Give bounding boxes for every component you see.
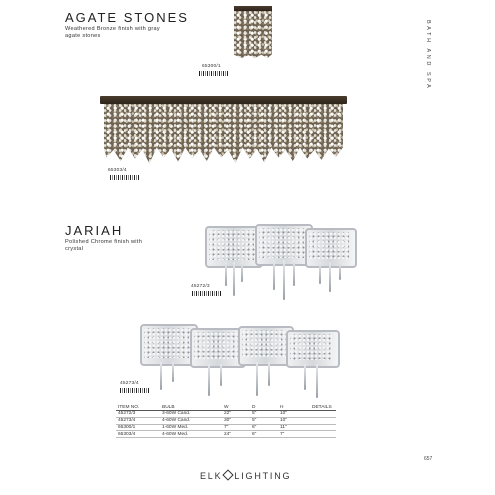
jariah-three-light-image [203,222,356,302]
model-number-65303-4: 65303/4 [108,168,127,173]
barcode [120,388,150,393]
barcode [192,291,222,296]
table-row [116,431,336,438]
table-cell: 6" [250,424,278,431]
column-header-width: W [222,404,250,411]
agate-section-title: AGATE STONES [65,10,189,25]
specifications-table [116,404,336,438]
table-cell: 11" [278,424,310,431]
table-row [116,424,336,431]
column-header-height: H [278,404,310,411]
column-header-depth: D [250,404,278,411]
barcode [110,175,140,180]
model-number-65300-1: 65300/1 [202,64,221,69]
table-cell: 1-60W Med. [160,424,222,431]
table-cell: 10" [278,411,310,418]
table-cell: 45273/4 [116,417,160,424]
column-header-details: DETAILS [310,404,336,411]
table-cell: 24" [222,431,250,438]
jariah-section-subtitle: Polished Chrome finish with crystal [65,239,143,252]
table-cell: 65303/4 [116,431,160,438]
agate-vanity-bar-image [100,96,347,170]
table-cell: 3-60W Cand. [160,411,222,418]
table-cell: 5" [250,411,278,418]
page-number: 657 [424,456,433,462]
table-cell [310,424,336,431]
table-cell: 7" [222,424,250,431]
category-sidebar-label: BATH AND SPA [425,20,431,91]
column-header-bulb: BULB [160,404,222,411]
model-number-45273-4: 45273/4 [120,381,139,386]
table-cell: 22" [222,411,250,418]
table-cell [310,417,336,424]
table-row [116,417,336,424]
diamond-icon [223,469,234,480]
jariah-section-title: JARIAH [65,223,124,238]
logo-text-right: LIGHTING [234,471,292,481]
elk-lighting-logo [200,471,291,481]
table-cell: 6" [250,431,278,438]
agate-section-subtitle: Weathered Bronze finish with gray agate stones [65,26,160,39]
table-cell: 65300/1 [116,424,160,431]
logo-text-left: ELK [200,471,223,481]
model-number-45272-3: 45272/3 [191,284,210,289]
table-cell: 5" [250,417,278,424]
table-cell: 4-60W Med. [160,431,222,438]
table-cell: 45272/3 [116,411,160,418]
table-row [116,411,336,418]
column-header-item-no: ITEM NO. [116,404,160,411]
jariah-four-light-image [140,320,340,402]
agate-single-sconce-image [232,6,274,58]
table-cell: 7" [278,431,310,438]
table-cell [310,411,336,418]
table-cell: 30" [222,417,250,424]
table-cell: 10" [278,417,310,424]
barcode [199,71,229,76]
table-cell [310,431,336,438]
table-cell: 4-60W Cand. [160,417,222,424]
